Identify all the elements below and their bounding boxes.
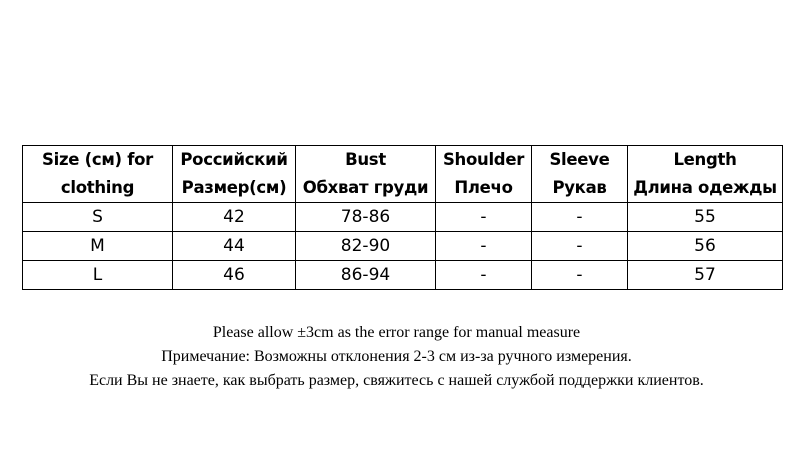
header-label: Size (см) for [42,150,153,169]
header-label: Length [673,150,737,169]
cell-shoulder: - [436,232,532,261]
cell-russian-size: 42 [173,203,296,232]
cell-bust: 82-90 [296,232,436,261]
cell-bust: 86-94 [296,261,436,290]
header-size-clothing [23,146,173,203]
table-row [23,203,783,232]
cell-bust: 78-86 [296,203,436,232]
cell-shoulder: - [436,261,532,290]
header-shoulder [436,146,532,203]
cell-shoulder: - [436,203,532,232]
header-label: Bust [345,150,386,169]
header-sublabel: Плечо [454,178,513,197]
cell-sleeve: - [532,261,628,290]
table-row [23,261,783,290]
header-sublabel: Размер(см) [181,178,287,197]
cell-size: L [23,261,173,290]
cell-length: 56 [628,232,783,261]
header-length [628,146,783,203]
cell-length: 57 [628,261,783,290]
header-label: Sleeve [549,150,610,169]
header-sublabel: Рукав [552,178,607,197]
header-sublabel: Длина одежды [633,178,777,197]
measurement-notes [0,321,793,393]
table-row [23,232,783,261]
cell-length: 55 [628,203,783,232]
cell-sleeve: - [532,232,628,261]
cell-size: M [23,232,173,261]
header-russian-size [173,146,296,203]
header-sublabel: Обхват груди [302,178,429,197]
table-header-row [23,146,783,203]
cell-sleeve: - [532,203,628,232]
cell-russian-size: 46 [173,261,296,290]
cell-size: S [23,203,173,232]
header-bust [296,146,436,203]
note-contact-support: Если Вы не знаете, как выбрать размер, свяжитесь с нашей службой поддержки клиентов. [89,372,704,389]
header-label: Shoulder [442,150,525,169]
note-russian-deviation: Примечание: Возможны отклонения 2-3 см из-за ручного измерения. [161,348,632,365]
header-sleeve [532,146,628,203]
header-label: Российский [180,150,288,169]
cell-russian-size: 44 [173,232,296,261]
size-chart-table [22,145,783,290]
header-sublabel: clothing [60,178,135,197]
note-error-range: Please allow ±3cm as the error range for manual measure [212,324,581,341]
